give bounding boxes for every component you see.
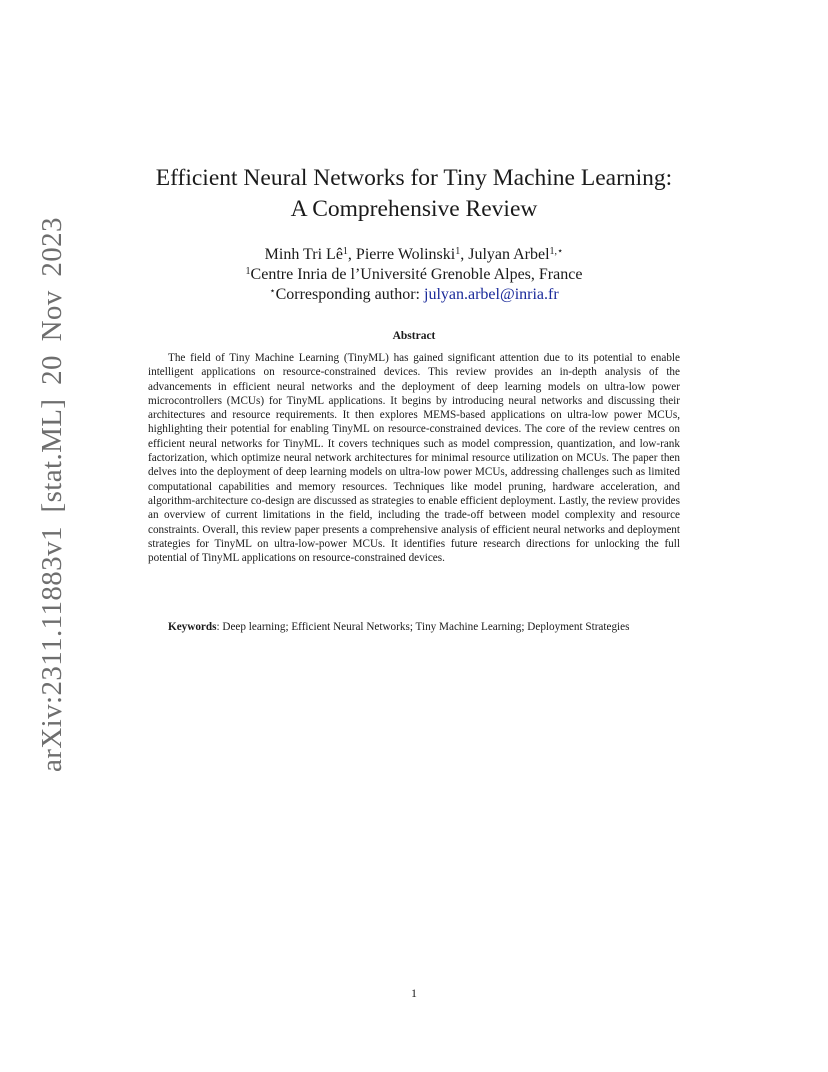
corresponding-label: Corresponding author: xyxy=(275,286,420,303)
title-block xyxy=(148,163,680,305)
author-name: Minh Tri Lê xyxy=(264,246,343,263)
abstract-heading: Abstract xyxy=(392,330,436,342)
author-name: Pierre Wolinski xyxy=(355,246,456,263)
author-list: Minh Tri $Lê^1$, Pierre Wolinski$^1$, Julyan Arbel$^{1,⋆}$ xyxy=(264,246,564,263)
arxiv-identifier-stamp: arXiv:2311.11883v1 [stat.ML] 20 Nov 2023 xyxy=(36,217,68,772)
affiliation xyxy=(148,265,680,285)
author-name: Julyan Arbel xyxy=(468,246,550,263)
author-affiliation-mark: 1 xyxy=(342,246,348,257)
affiliation-mark: 1 xyxy=(245,266,251,277)
corresponding-mark: ⋆ xyxy=(269,286,276,297)
authors-block xyxy=(148,245,680,305)
keywords-separator: : xyxy=(216,621,223,633)
title-line-1: Efficient Neural Networks for Tiny Machine Learning: xyxy=(155,165,673,191)
corresponding-email-link[interactable]: julyan.arbel@inria.fr xyxy=(424,286,559,303)
keywords xyxy=(148,620,680,634)
paper-title xyxy=(148,163,680,225)
page-number: 1 xyxy=(411,986,417,1000)
affiliation-text: Centre Inria de l’Université Grenoble Alpes, France xyxy=(250,266,583,283)
abstract-text: The field of Tiny Machine Learning (TinyML) has gained significant attention due to its potential to enable intelligent applications on resource-constrained devices. This review provides an in-depth analysis of the advancements in efficient neural networks and the deployment of deep learning models on ultra-low power microcontrollers (MCUs) for TinyML applications. It begins by introducing neural networks and discussing their architectures and resource requirements. It then explores MEMS-based applications on ultra-low power MCUs, highlighting their potential for enabling TinyML on resource-constrained devices. The core of the review centres on efficient neural networks for TinyML. It covers techniques such as model compression, quantization, and low-rank factorization, which optimize neural network architectures for minimal resource utilization on MCUs. The paper then delves into the deployment of deep learning models on ultra-low power MCUs, addressing challenges such as limited computational capabilities and memory resources. Techniques like model pruning, hardware acceleration, and algorithm-architecture co-design are discussed as strategies to enable efficient deployment. Lastly, the review provides an overview of current limitations in the field, including the trade-off between model complexity and resource constraints. Overall, this review paper presents a comprehensive analysis of efficient neural networks and deployment strategies for TinyML on ultra-low-power MCUs. It identifies future research directions for unlocking the full potential of TinyML applications on resource-constrained devices. xyxy=(148,352,680,565)
corresponding-author xyxy=(148,285,680,305)
title-line-2: A Comprehensive Review xyxy=(290,196,538,222)
author-affiliation-mark: 1,⋆ xyxy=(549,246,564,257)
keywords-label: Keywords xyxy=(168,621,217,633)
author-affiliation-mark: 1 xyxy=(455,246,461,257)
keywords-text: Deep learning; Efficient Neural Networks; Tiny Machine Learning; Deployment Strategies xyxy=(222,621,630,633)
